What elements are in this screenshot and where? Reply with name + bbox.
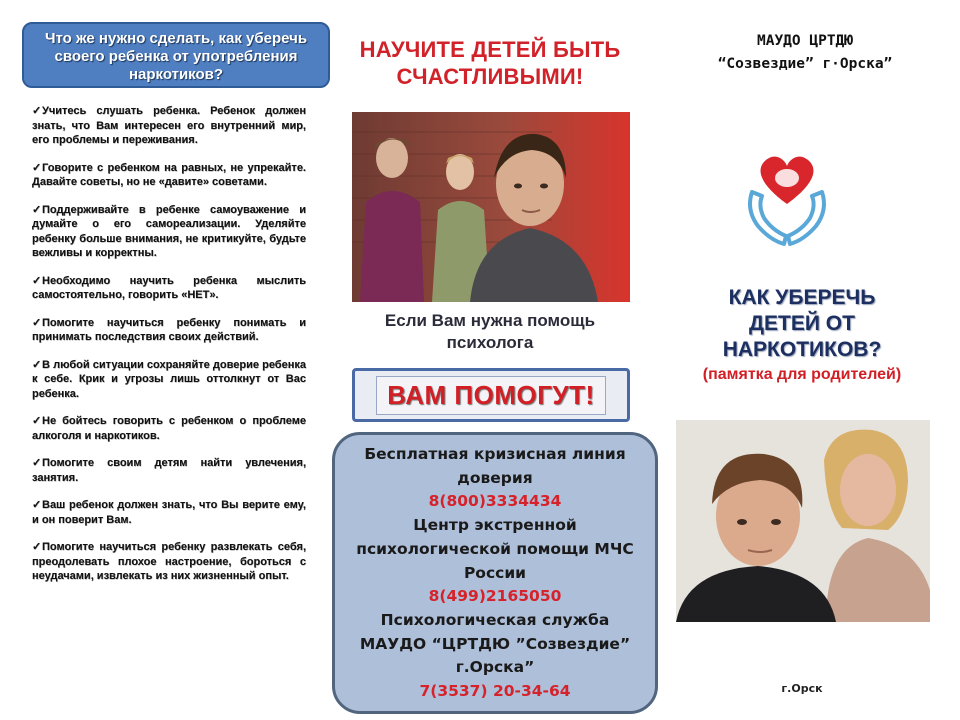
check-icon: ✓ xyxy=(32,161,42,174)
check-icon: ✓ xyxy=(32,316,42,329)
list-item: ✓Ваш ребенок должен знать, что Вы верите ему, и он поверит Вам. xyxy=(32,499,306,526)
brochure-title: КАК УБЕРЕЧЬ ДЕТЕЙ ОТ НАРКОТИКОВ? xyxy=(722,286,882,361)
center-phone: 7(3537) 20-34-64 xyxy=(419,682,571,701)
list-item: ✓Учитесь слушать ребенка. Ребенок должен знать, что Вам интересен его внутренний мир, его проблемы и переживания. xyxy=(32,105,306,146)
organization-name: МАУДО ЦРТДЮ “Созвездие” г·Орска” xyxy=(717,33,893,72)
check-icon: ✓ xyxy=(32,457,42,469)
heart-hands-icon xyxy=(732,140,842,260)
mchs-phone: 8(499)2165050 xyxy=(428,587,562,606)
list-item: ✓В любой ситуации сохраняйте доверие ребенка к себе. Крик и угрозы лишь оттолкнут от Вас ребенка. xyxy=(32,358,306,400)
list-item: ✓Необходимо научить ребенка мыслить самостоятельно, говорить «НЕТ». xyxy=(32,274,306,301)
psychologist-help-text: Если Вам нужна помощь психолога xyxy=(384,311,596,352)
list-item: ✓Помогите научиться ребенку развлекать себя, преодолевать плохое настроение, бороться с неудачами, извлекать из них жизненный опыт. xyxy=(32,541,306,582)
left-column-title: Что же нужно сделать, как уберечь своего ребенка от употребления наркотиков? xyxy=(22,22,330,88)
tips-list xyxy=(32,104,306,597)
list-item: ✓Помогите своим детям найти увлечения, занятия. xyxy=(32,457,306,484)
check-icon: ✓ xyxy=(32,274,42,287)
hotline-box: Бесплатная кризисная линия доверия 8(800)3334434 Центр экстренной психологической помощи МЧС России 8(499)2165050 Психологическая служба МАУДО “ЦРТДЮ ”Созвездие” г.Орска” 7(3537) 20-34-64 xyxy=(332,432,658,714)
teach-happy-heading: НАУЧИТЕ ДЕТЕЙ БЫТЬ СЧАСТЛИВЫМИ! xyxy=(359,37,621,89)
list-item: ✓Не бойтесь говорить с ребенком о проблеме алкоголя и наркотиков. xyxy=(32,415,306,442)
check-icon: ✓ xyxy=(32,105,42,117)
check-icon: ✓ xyxy=(32,203,42,216)
list-item: ✓Говорите с ребенком на равных, не упрекайте. Давайте советы, но не «давите» советами. xyxy=(32,161,306,188)
list-item: ✓Поддерживайте в ребенке самоуважение и думайте о его самореализации. Уделяйте ребенку больше внимания, не критикуйте, будьте вежливы и корректны. xyxy=(32,203,306,259)
check-icon: ✓ xyxy=(32,358,42,371)
help-banner-label: ВАМ ПОМОГУТ! xyxy=(376,376,605,415)
parent-teen-photo xyxy=(676,420,930,622)
brochure-subtitle: (памятка для родителей) xyxy=(702,366,902,383)
check-icon: ✓ xyxy=(32,541,42,553)
children-photo xyxy=(352,112,630,302)
hotline-phone: 8(800)3334434 xyxy=(428,492,562,511)
city-name: г.Орск xyxy=(781,682,823,695)
list-item: ✓Помогите научиться ребенку понимать и принимать последствия своих действий. xyxy=(32,316,306,343)
help-banner xyxy=(352,368,630,422)
check-icon: ✓ xyxy=(32,415,42,427)
check-icon: ✓ xyxy=(32,499,42,511)
